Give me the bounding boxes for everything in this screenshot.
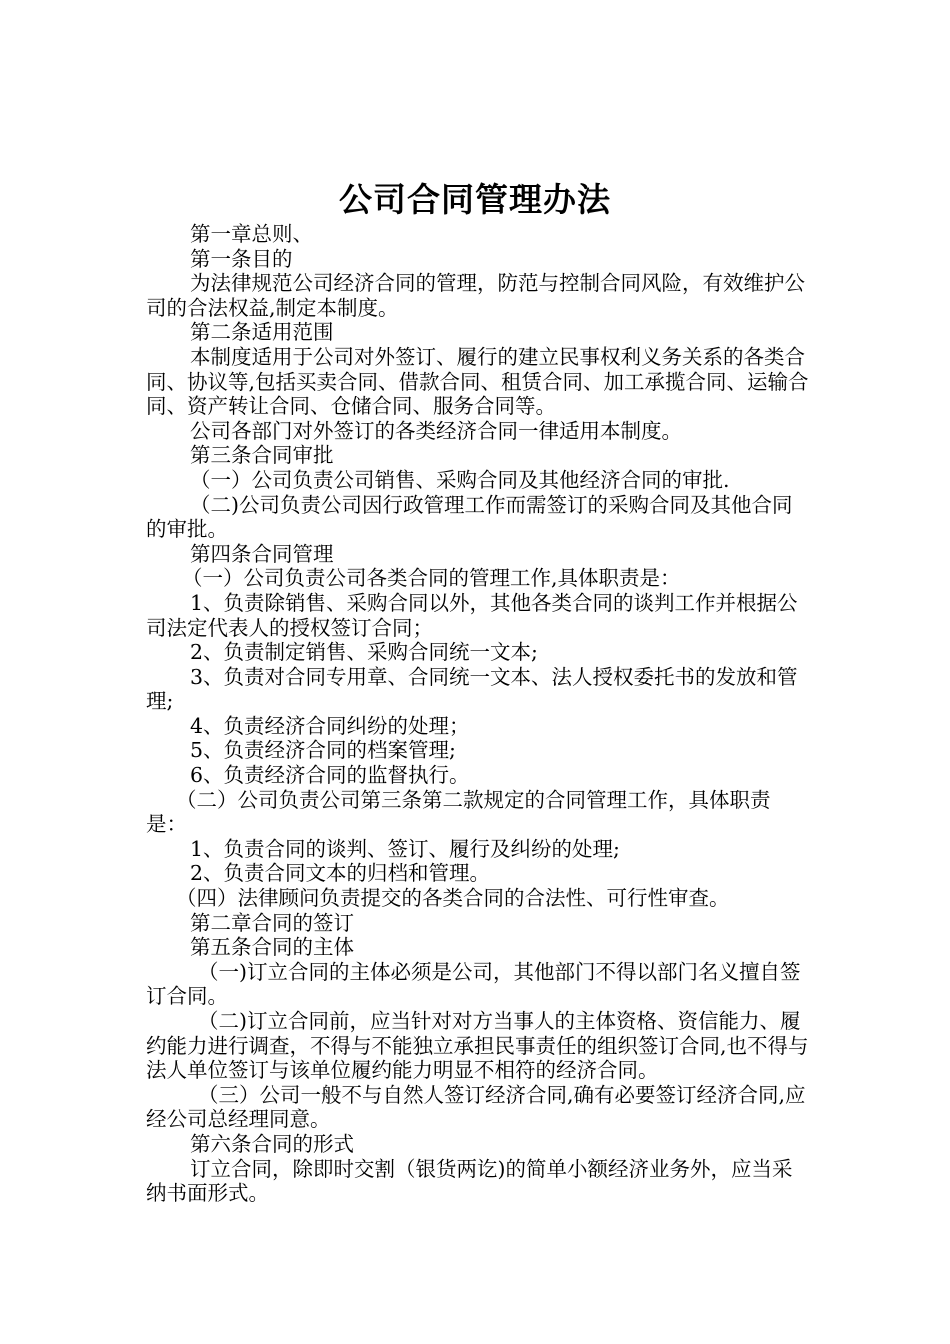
list-item: 1、负责合同的谈判、签订、履行及纠纷的处理; bbox=[190, 836, 620, 861]
paragraph: （二）公司负责公司第三条第二款规定的合同管理工作，具体职责是： bbox=[146, 787, 771, 837]
article-heading: 第六条合同的形式 bbox=[190, 1131, 354, 1156]
list-item: 6、负责经济合同的监督执行。 bbox=[190, 763, 470, 788]
article-heading: 第五条合同的主体 bbox=[190, 935, 354, 960]
paragraph: 公司各部门对外签订的各类经济合同一律适用本制度。 bbox=[190, 418, 682, 443]
chapter-heading: 第一章总则、 bbox=[190, 222, 313, 246]
article-heading: 第二条适用范围 bbox=[190, 320, 334, 345]
paragraph: 订立合同，除即时交割（银货两讫)的简单小额经济业务外，应当采纳书面形式。 bbox=[146, 1156, 793, 1206]
paragraph: （三）公司一般不与自然人签订经济合同,确有必要签订经济合同,应经公司总经理同意。 bbox=[146, 1082, 806, 1132]
paragraph: （二)订立合同前，应当针对对方当事人的主体资格、资信能力、履约能力进行调查，不得与不能独立承担民事责任的组织签订合同,也不得与法人单位签订与该单位履约能力明显不相符的经济合同。 bbox=[146, 1009, 809, 1083]
article-heading: 第三条合同审批 bbox=[190, 443, 334, 468]
article-heading: 第一条目的 bbox=[190, 246, 293, 271]
paragraph: （一）公司负责公司销售、采购合同及其他经济合同的审批. bbox=[190, 467, 730, 492]
paragraph: （二)公司负责公司因行政管理工作而需签订的采购合同及其他合同的审批。 bbox=[146, 492, 793, 542]
paragraph: （一）公司负责公司各类合同的管理工作,具体职责是： bbox=[182, 566, 681, 591]
list-item: 3、负责对合同专用章、合同统一文本、法人授权委托书的发放和管理; bbox=[146, 664, 798, 714]
paragraph: （四）法律顾问负责提交的各类合同的合法性、可行性审查。 bbox=[176, 886, 730, 911]
list-item: 5、负责经济合同的档案管理; bbox=[190, 738, 456, 763]
paragraph: 为法律规范公司经济合同的管理，防范与控制合同风险，有效维护公司的合法权益,制定本制度。 bbox=[146, 271, 805, 320]
paragraph: （一)订立合同的主体必须是公司，其他部门不得以部门名义擅自签订合同。 bbox=[146, 959, 801, 1009]
article-heading: 第四条合同管理 bbox=[190, 541, 334, 566]
document-title: 公司合同管理办法 bbox=[339, 180, 611, 219]
document-body bbox=[146, 222, 811, 1206]
list-item: 2、负责制定销售、采购合同统一文本; bbox=[190, 640, 538, 665]
paragraph: 本制度适用于公司对外签订、履行的建立民事权利义务关系的各类合同、协议等,包括买卖合同、借款合同、租赁合同、加工承揽合同、运输合同、资产转让合同、仓储合同、服务合同等。 bbox=[146, 344, 809, 419]
chapter-heading: 第二章合同的签订 bbox=[190, 910, 354, 935]
list-item: 4、负责经济合同纠纷的处理； bbox=[190, 713, 470, 738]
list-item: 2、负责合同文本的归档和管理。 bbox=[190, 861, 491, 886]
list-item: 1、负责除销售、采购合同以外，其他各类合同的谈判工作并根据公司法定代表人的授权签订合同； bbox=[146, 590, 798, 640]
